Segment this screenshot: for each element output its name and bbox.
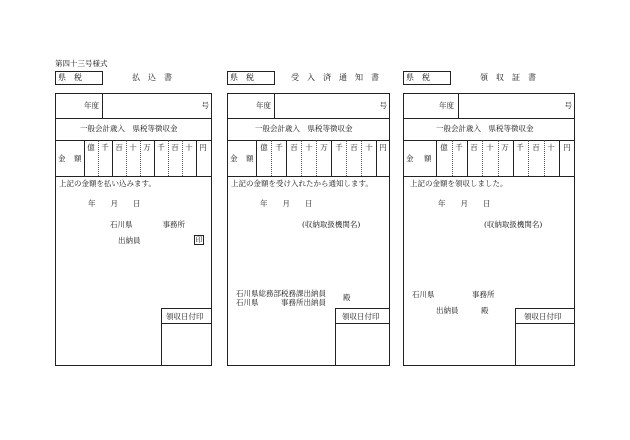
header-left: 県 税 bbox=[58, 73, 82, 82]
digit-label: 十 bbox=[305, 143, 313, 152]
receiver-label: (収納取扱機関名) bbox=[302, 220, 361, 229]
amount-label-kin: 金 bbox=[230, 154, 238, 163]
digit-label: 百 bbox=[290, 143, 298, 152]
statement: 上記の金額を受け入れたから通知します。 bbox=[231, 179, 373, 188]
statement: 上記の金額を領収しました。 bbox=[410, 179, 508, 188]
dono-label: 殿 bbox=[343, 293, 351, 302]
digit-label: 十 bbox=[486, 143, 494, 152]
account-label: 一般会計歳入 県税等徴収金 bbox=[255, 124, 353, 133]
addr-line-2: 石川県 事務所出納員 bbox=[236, 298, 326, 307]
form-body bbox=[55, 93, 212, 366]
form-body bbox=[227, 93, 390, 366]
stamp-box bbox=[335, 308, 390, 366]
digit-label: 百 bbox=[470, 143, 478, 152]
digit-label: 億 bbox=[87, 143, 95, 152]
go-label: 号 bbox=[201, 101, 209, 110]
digit-label: 千 bbox=[516, 143, 524, 152]
go-label: 号 bbox=[379, 101, 387, 110]
nendo-label: 年度 bbox=[84, 101, 99, 110]
date-line: 年 月 日 bbox=[438, 199, 491, 208]
digit-label: 百 bbox=[115, 143, 123, 152]
amount-label-gaku: 額 bbox=[74, 154, 82, 163]
digit-label: 百 bbox=[350, 143, 358, 152]
amount-label-kin: 金 bbox=[58, 154, 66, 163]
digit-label: 円 bbox=[563, 143, 571, 152]
nendo-label: 年度 bbox=[439, 101, 454, 110]
header-left: 県 税 bbox=[230, 73, 254, 82]
addr-line-1: 石川県総務部税務課出納員 bbox=[236, 289, 326, 298]
digit-label: 千 bbox=[101, 143, 109, 152]
account-label: 一般会計歳入 県税等徴収金 bbox=[80, 124, 178, 133]
amount-label-kin: 金 bbox=[406, 154, 414, 163]
digit-label: 千 bbox=[335, 143, 343, 152]
digit-label: 万 bbox=[143, 143, 151, 152]
header-title: 領 収 証 書 bbox=[480, 73, 536, 82]
digit-label: 円 bbox=[199, 143, 207, 152]
digit-label: 千 bbox=[275, 143, 283, 152]
digit-label: 円 bbox=[379, 143, 387, 152]
form-number: 第四十三号様式 bbox=[55, 59, 108, 68]
amount-label-gaku: 額 bbox=[246, 154, 254, 163]
go-label: 号 bbox=[564, 101, 572, 110]
stamp-box bbox=[515, 308, 575, 366]
seal-mark: 印 bbox=[195, 236, 203, 244]
stamp-box bbox=[161, 308, 212, 366]
stamp-label: 領収日付印 bbox=[342, 312, 380, 321]
digit-label: 千 bbox=[455, 143, 463, 152]
stamp-label: 領収日付印 bbox=[166, 312, 204, 321]
digit-label: 十 bbox=[365, 143, 373, 152]
form-body bbox=[403, 93, 575, 366]
digit-label: 億 bbox=[260, 143, 268, 152]
account-label: 一般会計歳入 県税等徴収金 bbox=[436, 124, 534, 133]
digit-label: 百 bbox=[532, 143, 540, 152]
header-left: 県 税 bbox=[406, 73, 430, 82]
amount-label-gaku: 額 bbox=[424, 154, 432, 163]
statement: 上記の金額を払い込みます。 bbox=[59, 179, 156, 188]
date-line: 年 月 日 bbox=[88, 199, 141, 208]
digit-label: 十 bbox=[547, 143, 555, 152]
header-title: 受 入 済 通 知 書 bbox=[291, 73, 379, 82]
date-line: 年 月 日 bbox=[260, 199, 313, 208]
digit-label: 千 bbox=[157, 143, 165, 152]
org-line-1: 石川県 事務所 bbox=[110, 220, 185, 229]
digit-label: 十 bbox=[185, 143, 193, 152]
header-title: 払 込 書 bbox=[132, 73, 172, 82]
digit-label: 万 bbox=[501, 143, 509, 152]
org-line-1: 石川県 事務所 bbox=[412, 290, 495, 299]
org-line-2: 出納員 殿 bbox=[436, 306, 489, 315]
stamp-label: 領収日付印 bbox=[524, 312, 562, 321]
digit-label: 万 bbox=[320, 143, 328, 152]
nendo-label: 年度 bbox=[256, 101, 271, 110]
org-line-2: 出納員 bbox=[118, 236, 141, 245]
receiver-label: (収納取扱機関名) bbox=[484, 220, 543, 229]
digit-label: 百 bbox=[171, 143, 179, 152]
digit-label: 億 bbox=[440, 143, 448, 152]
digit-label: 十 bbox=[129, 143, 137, 152]
